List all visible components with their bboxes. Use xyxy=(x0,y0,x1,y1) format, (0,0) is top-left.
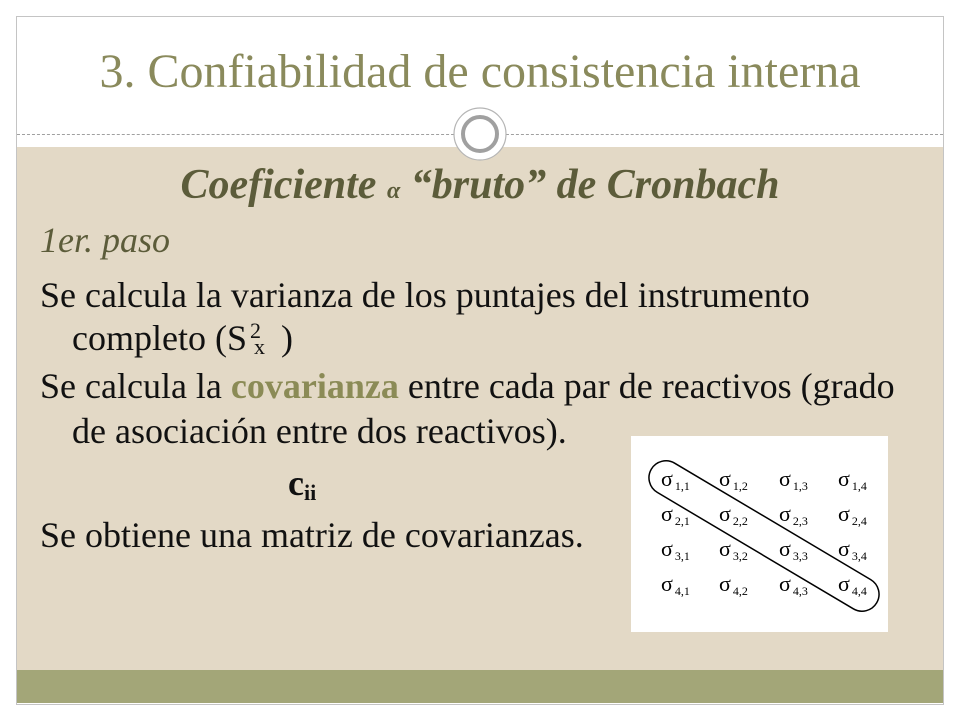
cell-index: 3,2 xyxy=(732,549,748,563)
matrix-cell xyxy=(661,503,690,532)
sigma-symbol: σ xyxy=(661,501,673,526)
title-divider-ornament xyxy=(452,106,508,162)
variance-subscript: x xyxy=(253,334,265,359)
matrix-cell xyxy=(838,503,867,532)
cell-index: 3,1 xyxy=(674,549,690,563)
sigma-symbol: σ xyxy=(661,536,673,561)
slide-title: 3. Confiabilidad de consistencia interna xyxy=(99,45,861,98)
sigma-symbol: σ xyxy=(779,571,791,596)
cell-index: 4,4 xyxy=(851,584,867,598)
matrix-cell xyxy=(779,503,808,532)
covariance-line-1-end: entre cada par de reactivos (grado xyxy=(398,366,895,406)
matrix-cell xyxy=(779,573,808,602)
variance-symbol-indices xyxy=(247,318,281,359)
heading-text-end: “bruto” de Cronbach xyxy=(400,162,780,208)
sigma-symbol: σ xyxy=(719,536,731,561)
cell-index: 1,2 xyxy=(732,479,748,493)
matrix-cell xyxy=(779,538,808,567)
cell-index: 3,4 xyxy=(851,549,867,563)
matrix-cell xyxy=(661,538,690,567)
sigma-symbol: σ xyxy=(779,536,791,561)
matrix-cell xyxy=(779,468,808,497)
sigma-symbol: σ xyxy=(661,571,673,596)
cell-index: 4,2 xyxy=(732,584,748,598)
covariance-line-1-start: Se calcula la xyxy=(40,366,231,406)
matrix-cell xyxy=(838,538,867,567)
variance-line-2-text: completo (S xyxy=(72,318,247,358)
matrix-cell xyxy=(719,573,748,602)
cell-index: 2,2 xyxy=(732,514,748,528)
cell-index: 1,3 xyxy=(792,479,808,493)
section-heading xyxy=(16,160,944,216)
sigma-symbol: σ xyxy=(661,466,673,491)
matrix-cell xyxy=(838,573,867,602)
sigma-symbol: σ xyxy=(838,466,850,491)
variance-line-1: Se calcula la varianza de los puntajes del instrumento xyxy=(40,275,810,315)
sigma-symbol: σ xyxy=(838,571,850,596)
variance-superscript: 2 xyxy=(249,318,261,343)
sigma-symbol: σ xyxy=(719,466,731,491)
cell-index: 4,3 xyxy=(792,584,808,598)
sigma-symbol: σ xyxy=(719,501,731,526)
alpha-symbol: α xyxy=(386,178,401,204)
formula-symbol: c xyxy=(288,463,304,503)
matrix-cell xyxy=(719,538,748,567)
sigma-symbol: σ xyxy=(719,571,731,596)
matrix-sentence: Se obtiene una matriz de covarianzas. xyxy=(40,515,584,555)
covariance-line-2: de asociación entre dos reactivos). xyxy=(72,411,567,451)
matrix-cell xyxy=(838,468,867,497)
matrix-cell xyxy=(719,503,748,532)
cell-index: 2,4 xyxy=(851,514,867,528)
covariance-line-1 xyxy=(40,364,895,408)
matrix-cell xyxy=(661,573,690,602)
matrix-cell xyxy=(719,468,748,497)
sigma-symbol: σ xyxy=(779,466,791,491)
covariance-matrix-figure xyxy=(631,436,888,632)
cell-index: 4,1 xyxy=(674,584,690,598)
sigma-symbol: σ xyxy=(838,536,850,561)
covariance-formula xyxy=(288,461,316,515)
step-label: 1er. paso xyxy=(40,220,171,260)
formula-subscript: ii xyxy=(303,480,317,505)
variance-line-2 xyxy=(72,316,293,360)
cell-index: 3,3 xyxy=(792,549,808,563)
cell-index: 1,4 xyxy=(851,479,867,493)
cell-index: 2,1 xyxy=(674,514,690,528)
matrix-cell xyxy=(661,468,690,497)
cell-index: 1,1 xyxy=(674,479,690,493)
cell-index: 2,3 xyxy=(792,514,808,528)
covariance-term: covarianza xyxy=(230,366,399,406)
sigma-symbol: σ xyxy=(838,501,850,526)
variance-close-paren: ) xyxy=(280,318,293,358)
sigma-symbol: σ xyxy=(779,501,791,526)
heading-text-start: Coeficiente xyxy=(180,162,387,208)
